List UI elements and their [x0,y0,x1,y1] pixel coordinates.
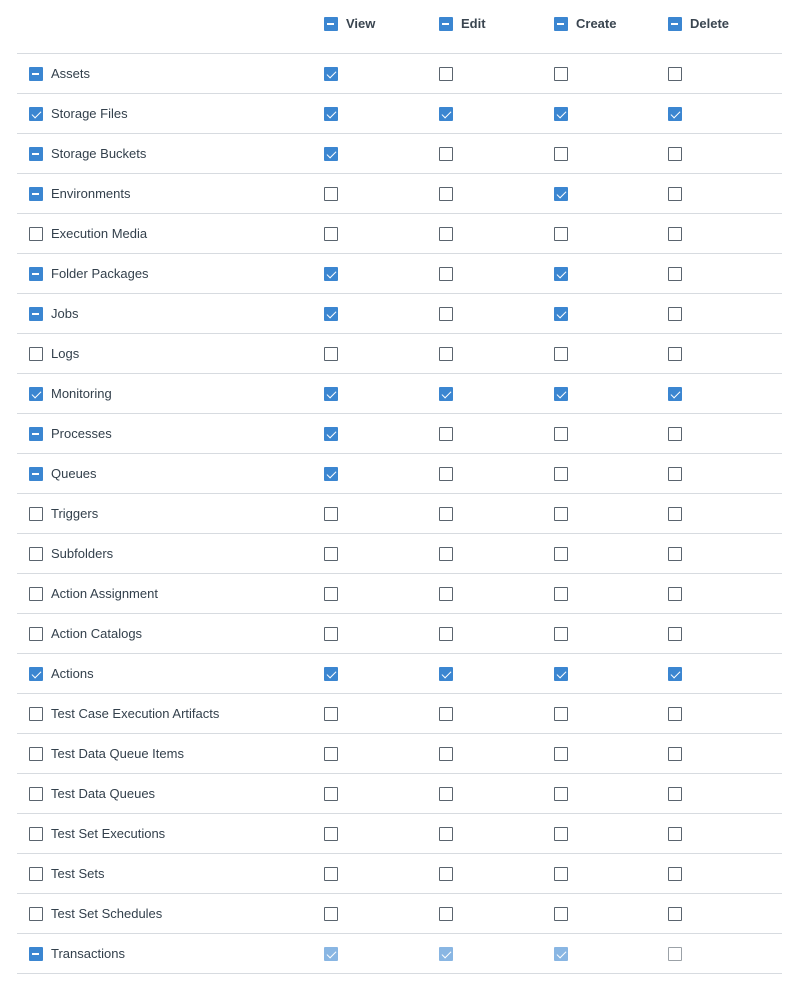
delete-permission-checkbox[interactable] [668,707,682,721]
row-select-checkbox[interactable] [29,427,43,441]
create-permission-checkbox[interactable] [554,147,568,161]
create-permission-checkbox[interactable] [554,627,568,641]
row-select-checkbox[interactable] [29,307,43,321]
view-permission-checkbox[interactable] [324,427,338,441]
edit-permission-checkbox[interactable] [439,427,453,441]
permission-row [17,54,782,94]
delete-permission-checkbox[interactable] [668,67,682,81]
edit-permission-checkbox[interactable] [439,227,453,241]
create-permission-checkbox[interactable] [554,307,568,321]
view-permission-checkbox[interactable] [324,347,338,361]
create-permission-checkbox[interactable] [554,387,568,401]
view-permission-checkbox[interactable] [324,187,338,201]
view-permission-checkbox[interactable] [324,787,338,801]
row-select-checkbox[interactable] [29,947,43,961]
permission-row [17,294,782,334]
edit-permission-checkbox[interactable] [439,387,453,401]
edit-permission-checkbox[interactable] [439,827,453,841]
edit-permission-checkbox[interactable] [439,267,453,281]
create-permission-checkbox[interactable] [554,267,568,281]
row-select-checkbox[interactable] [29,227,43,241]
delete-permission-checkbox[interactable] [668,947,682,961]
view-permission-checkbox[interactable] [324,67,338,81]
permission-row [17,454,782,494]
column-header-delete: Delete [690,16,730,31]
delete-permission-checkbox[interactable] [668,667,682,681]
edit-permission-checkbox[interactable] [439,747,453,761]
permission-row [17,374,782,414]
permission-row-label: Execution Media [51,226,148,241]
view-permission-checkbox[interactable] [324,907,338,921]
delete-permission-checkbox[interactable] [668,827,682,841]
create-permission-checkbox[interactable] [554,947,568,961]
view-permission-checkbox[interactable] [324,827,338,841]
permission-row [17,814,782,854]
row-select-checkbox[interactable] [29,667,43,681]
delete-permission-checkbox[interactable] [668,747,682,761]
row-select-checkbox[interactable] [29,347,43,361]
delete-permission-checkbox[interactable] [668,627,682,641]
row-select-checkbox[interactable] [29,547,43,561]
delete-permission-checkbox[interactable] [668,307,682,321]
view-permission-checkbox[interactable] [324,707,338,721]
permission-row-label: Subfolders [51,546,114,561]
view-permission-checkbox[interactable] [324,467,338,481]
select-all-create-checkbox[interactable] [554,17,568,31]
permission-row-label: Monitoring [51,386,112,401]
permission-row [17,774,782,814]
permission-row-label: Environments [51,186,131,201]
delete-permission-checkbox[interactable] [668,867,682,881]
edit-permission-checkbox[interactable] [439,667,453,681]
permission-row-label: Test Set Executions [51,826,166,841]
row-select-checkbox[interactable] [29,67,43,81]
permission-row-label: Storage Files [51,106,128,121]
permission-row-label: Transactions [51,946,125,961]
permission-row-label: Test Data Queues [51,786,156,801]
delete-permission-checkbox[interactable] [668,387,682,401]
permission-row-label: Processes [51,426,112,441]
row-select-checkbox[interactable] [29,627,43,641]
view-permission-checkbox[interactable] [324,227,338,241]
view-permission-checkbox[interactable] [324,147,338,161]
delete-permission-checkbox[interactable] [668,147,682,161]
edit-permission-checkbox[interactable] [439,507,453,521]
permission-row-label: Storage Buckets [51,146,147,161]
permission-row [17,894,782,934]
view-permission-checkbox[interactable] [324,747,338,761]
delete-permission-checkbox[interactable] [668,427,682,441]
view-permission-checkbox[interactable] [324,667,338,681]
edit-permission-checkbox[interactable] [439,347,453,361]
edit-permission-checkbox[interactable] [439,907,453,921]
row-select-checkbox[interactable] [29,187,43,201]
create-permission-checkbox[interactable] [554,867,568,881]
view-permission-checkbox[interactable] [324,947,338,961]
row-select-checkbox[interactable] [29,387,43,401]
permission-row-label: Actions [51,666,94,681]
row-select-checkbox[interactable] [29,507,43,521]
row-select-checkbox[interactable] [29,707,43,721]
edit-permission-checkbox[interactable] [439,147,453,161]
row-select-checkbox[interactable] [29,467,43,481]
permission-row-label: Test Set Schedules [51,906,163,921]
view-permission-checkbox[interactable] [324,867,338,881]
edit-permission-checkbox[interactable] [439,547,453,561]
delete-permission-checkbox[interactable] [668,347,682,361]
create-permission-checkbox[interactable] [554,827,568,841]
view-permission-checkbox[interactable] [324,267,338,281]
permission-row [17,214,782,254]
permission-row-label: Folder Packages [51,266,149,281]
create-permission-checkbox[interactable] [554,227,568,241]
select-all-view-checkbox[interactable] [324,17,338,31]
permission-row [17,134,782,174]
permissions-header-row [17,0,782,54]
edit-permission-checkbox[interactable] [439,107,453,121]
select-all-edit-checkbox[interactable] [439,17,453,31]
permission-row [17,854,782,894]
create-permission-checkbox[interactable] [554,427,568,441]
view-permission-checkbox[interactable] [324,507,338,521]
permission-row [17,934,782,974]
create-permission-checkbox[interactable] [554,347,568,361]
create-permission-checkbox[interactable] [554,187,568,201]
column-header-create: Create [576,16,617,31]
permission-row-label: Triggers [51,506,99,521]
edit-permission-checkbox[interactable] [439,947,453,961]
permission-row [17,534,782,574]
create-permission-checkbox[interactable] [554,67,568,81]
create-permission-checkbox[interactable] [554,787,568,801]
permission-row [17,654,782,694]
view-permission-checkbox[interactable] [324,627,338,641]
permission-row-label: Jobs [51,306,79,321]
row-select-checkbox[interactable] [29,867,43,881]
edit-permission-checkbox[interactable] [439,187,453,201]
create-permission-checkbox[interactable] [554,747,568,761]
create-permission-checkbox[interactable] [554,107,568,121]
delete-permission-checkbox[interactable] [668,107,682,121]
delete-permission-checkbox[interactable] [668,467,682,481]
view-permission-checkbox[interactable] [324,307,338,321]
delete-permission-checkbox[interactable] [668,507,682,521]
edit-permission-checkbox[interactable] [439,627,453,641]
row-select-checkbox[interactable] [29,267,43,281]
row-select-checkbox[interactable] [29,747,43,761]
delete-permission-checkbox[interactable] [668,187,682,201]
row-select-checkbox[interactable] [29,907,43,921]
create-permission-checkbox[interactable] [554,507,568,521]
view-permission-checkbox[interactable] [324,387,338,401]
permission-row-label: Logs [51,346,80,361]
create-permission-checkbox[interactable] [554,907,568,921]
row-select-checkbox[interactable] [29,787,43,801]
row-select-checkbox[interactable] [29,147,43,161]
create-permission-checkbox[interactable] [554,667,568,681]
edit-permission-checkbox[interactable] [439,307,453,321]
permission-row [17,734,782,774]
delete-permission-checkbox[interactable] [668,587,682,601]
permission-row [17,574,782,614]
permission-row [17,414,782,454]
edit-permission-checkbox[interactable] [439,67,453,81]
permission-row [17,334,782,374]
view-permission-checkbox[interactable] [324,547,338,561]
edit-permission-checkbox[interactable] [439,787,453,801]
delete-permission-checkbox[interactable] [668,907,682,921]
delete-permission-checkbox[interactable] [668,787,682,801]
permission-row-label: Assets [51,66,91,81]
create-permission-checkbox[interactable] [554,547,568,561]
permission-row [17,694,782,734]
edit-permission-checkbox[interactable] [439,467,453,481]
permission-row-label: Test Case Execution Artifacts [51,706,220,721]
column-header-view: View [346,16,376,31]
delete-permission-checkbox[interactable] [668,227,682,241]
row-select-checkbox[interactable] [29,587,43,601]
view-permission-checkbox[interactable] [324,587,338,601]
permissions-table [17,0,782,974]
permissions-rows [17,54,782,974]
permission-row-label: Action Catalogs [51,626,143,641]
permission-row [17,494,782,534]
permission-row-label: Action Assignment [51,586,158,601]
create-permission-checkbox[interactable] [554,467,568,481]
permission-row-label: Queues [51,466,97,481]
edit-permission-checkbox[interactable] [439,587,453,601]
delete-permission-checkbox[interactable] [668,547,682,561]
permission-row [17,254,782,294]
edit-permission-checkbox[interactable] [439,867,453,881]
permission-row-label: Test Sets [51,866,105,881]
row-select-checkbox[interactable] [29,107,43,121]
row-select-checkbox[interactable] [29,827,43,841]
permission-row [17,614,782,654]
edit-permission-checkbox[interactable] [439,707,453,721]
permission-row [17,94,782,134]
create-permission-checkbox[interactable] [554,587,568,601]
view-permission-checkbox[interactable] [324,107,338,121]
select-all-delete-checkbox[interactable] [668,17,682,31]
create-permission-checkbox[interactable] [554,707,568,721]
delete-permission-checkbox[interactable] [668,267,682,281]
permission-row-label: Test Data Queue Items [51,746,184,761]
column-header-edit: Edit [461,16,486,31]
permission-row [17,174,782,214]
